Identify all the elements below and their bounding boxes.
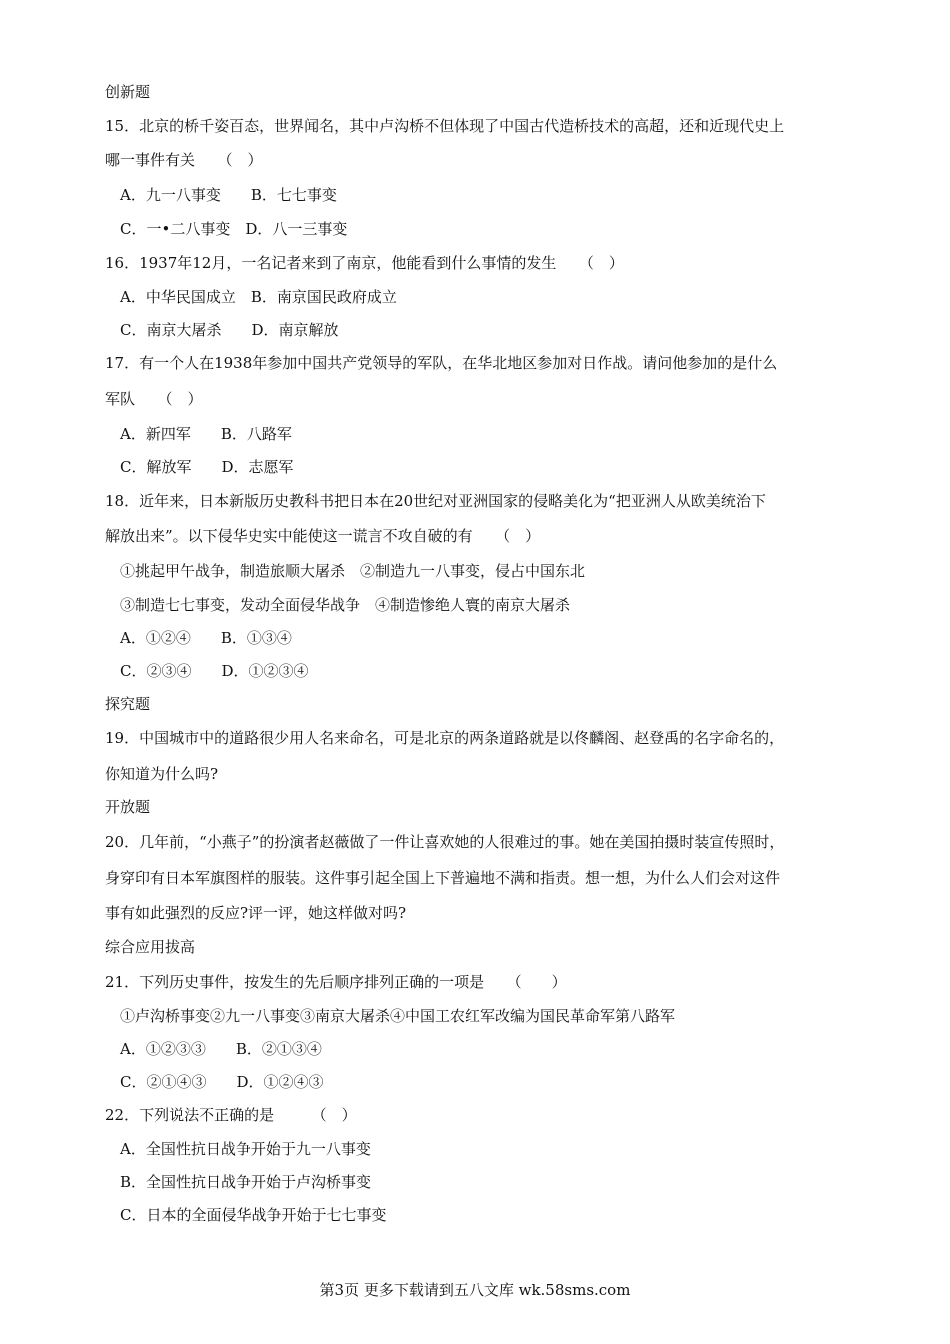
question-16-text: 16．1937年12月，一名记者来到了南京，他能看到什么事情的发生 （ ）: [105, 254, 624, 272]
question-18-statements-2: ③制造七七事变，发动全面侵华战争 ④制造惨绝人寰的南京大屠杀: [120, 596, 571, 614]
question-15-text: 15．北京的桥千姿百态，世界闻名，其中卢沟桥不但体现了中国古代造桥技术的高超，还和近现代史上: [105, 117, 785, 135]
question-17-options-ab: A．新四军 B．八路军: [120, 425, 292, 443]
question-21-options-cd: C．②①④③ D．①②④③: [120, 1073, 324, 1091]
question-22-option-b: B．全国性抗日战争开始于卢沟桥事变: [120, 1173, 372, 1191]
question-18-statements-1: ①挑起甲午战争，制造旅顺大屠杀 ②制造九一八事变，侵占中国东北: [120, 562, 586, 580]
question-21-options-ab: A．①②③③ B．②①③④: [120, 1040, 322, 1058]
question-22-option-c: C．日本的全面侵华战争开始于七七事变: [120, 1206, 387, 1224]
question-16-options-cd: C．南京大屠杀 D．南京解放: [120, 321, 339, 339]
page-footer: 第3页 更多下载请到五八文库 wk.58sms.com: [319, 1281, 631, 1299]
question-17-text: 17．有一个人在1938年参加中国共产党领导的军队，在华北地区参加对日作战。请问他参加的是什么: [105, 354, 778, 372]
question-20-text: 20．几年前，“小燕子”的扮演者赵薇做了一件让喜欢她的人很难过的事。她在美国拍摄时装宣传照时，: [105, 833, 785, 851]
question-18-options-cd: C．②③④ D．①②③④: [120, 662, 309, 680]
question-20-text-cont: 身穿印有日本军旗图样的服装。这件事引起全国上下普遍地不满和指责。想一想，为什么人们会对这件: [105, 869, 781, 887]
section-heading-innovation: 创新题: [105, 83, 151, 101]
question-15-options-cd: C．一•二八事变 D．八一三事变: [120, 220, 348, 238]
question-21-statements: ①卢沟桥事变②九一八事变③南京大屠杀④中国工农红军改编为国民革命军第八路军: [120, 1007, 676, 1025]
question-17-text-cont: 军队 （ ）: [105, 390, 203, 408]
section-heading-inquiry: 探究题: [105, 695, 151, 713]
section-heading-comprehensive: 综合应用拔高: [105, 938, 196, 956]
section-heading-open: 开放题: [105, 798, 151, 816]
question-17-options-cd: C．解放军 D．志愿军: [120, 458, 294, 476]
question-15-options-ab: A．九一八事变 B．七七事变: [120, 186, 337, 204]
question-22-option-a: A．全国性抗日战争开始于九一八事变: [120, 1140, 371, 1158]
question-16-options-ab: A．中华民国成立 B．南京国民政府成立: [120, 288, 397, 306]
question-18-text-cont: 解放出来”。以下侵华史实中能使这一谎言不攻自破的有 （ ）: [105, 527, 541, 545]
question-19-text-cont: 你知道为什么吗?: [105, 765, 219, 783]
question-22-text: 22．下列说法不正确的是 （ ）: [105, 1106, 357, 1124]
question-18-text: 18．近年来，日本新版历史教科书把日本在20世纪对亚洲国家的侵略美化为“把亚洲人从欧美统治下: [105, 492, 766, 510]
question-19-text: 19．中国城市中的道路很少用人名来命名，可是北京的两条道路就是以佟麟阁、赵登禹的名字命名的，: [105, 729, 785, 747]
question-18-options-ab: A．①②④ B．①③④: [120, 629, 292, 647]
question-20-text-cont-2: 事有如此强烈的反应?评一评，她这样做对吗?: [105, 904, 407, 922]
question-15-text-cont: 哪一事件有关 （ ）: [105, 151, 263, 169]
question-21-text: 21．下列历史事件，按发生的先后顺序排列正确的一项是 （ ）: [105, 973, 567, 991]
